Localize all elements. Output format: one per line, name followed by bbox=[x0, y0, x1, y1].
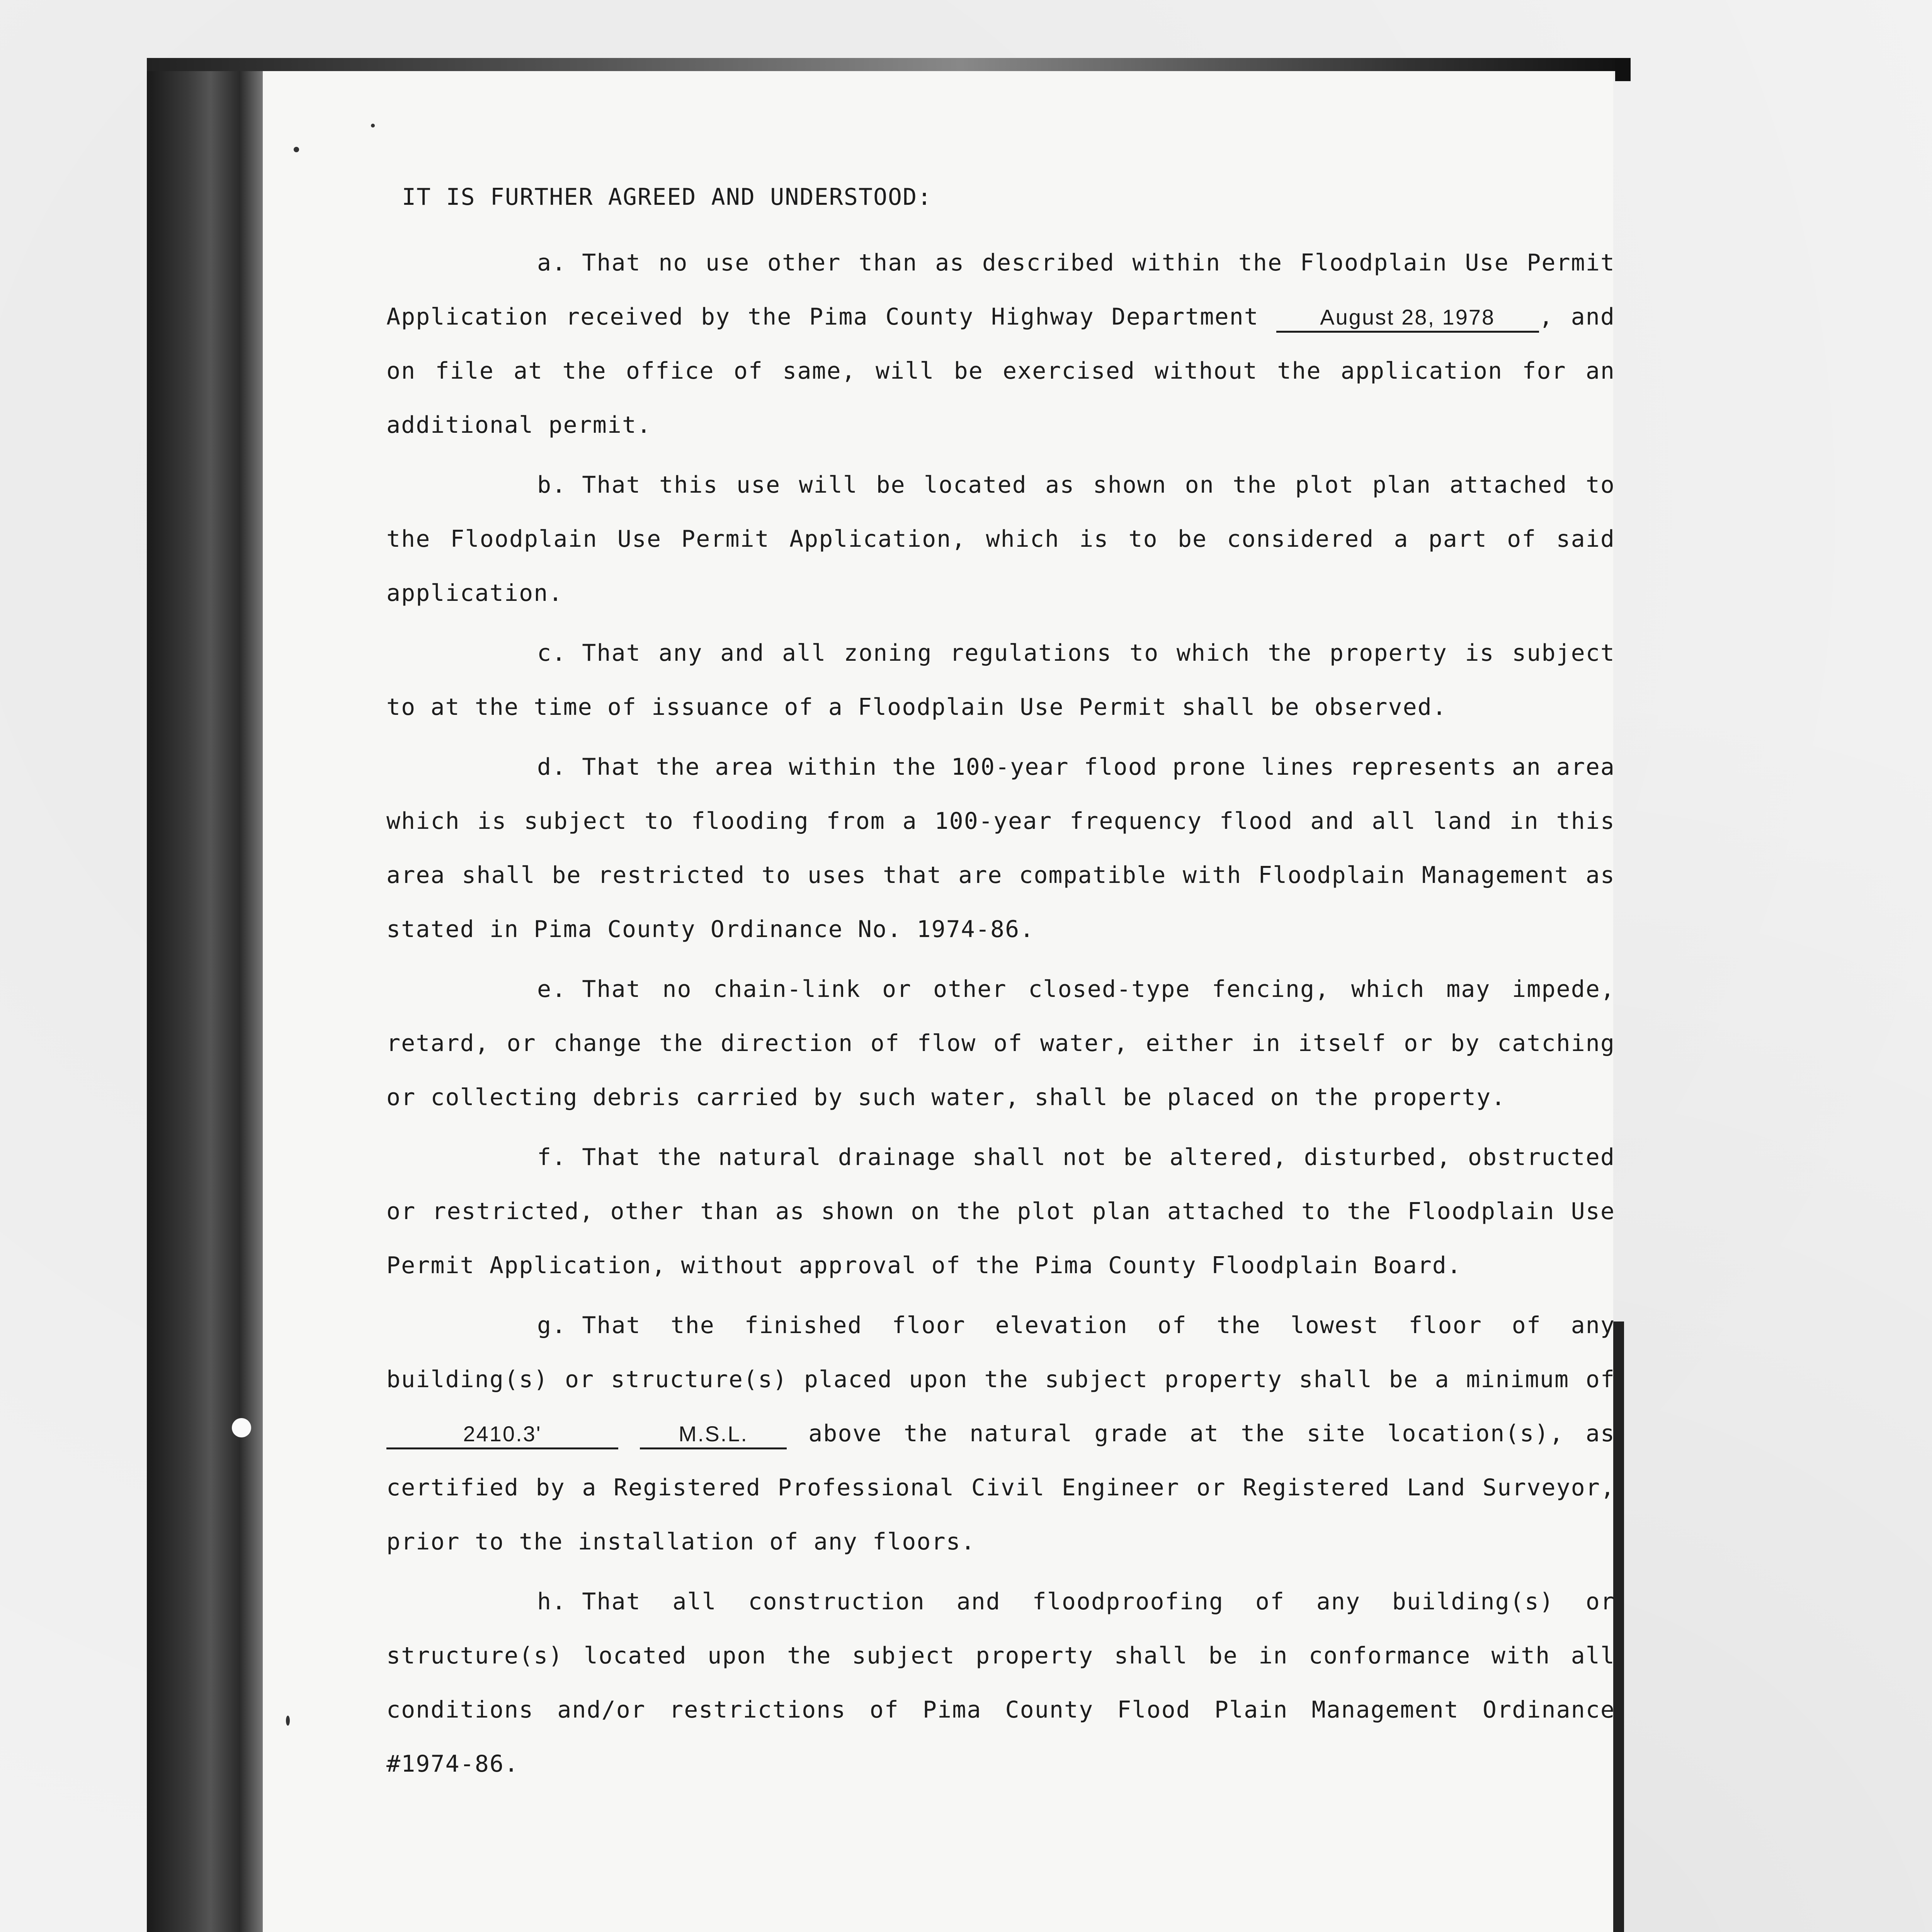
clause-f bbox=[386, 1130, 1615, 1293]
clause-text: That any and all zoning regulations to which the property is subject to at the time of issuance of a Floodplain Use Permit shall be observed. bbox=[386, 639, 1615, 721]
clause-letter: f. bbox=[537, 1144, 567, 1171]
clause-text: That the area within the 100-year flood prone lines represents an area which is subject to flooding from a 100-year frequency flood and all land in this area shall be restricted to uses that are compatible with Floodplain Management as stated in Pima County Ordinance No. 1974-86. bbox=[386, 753, 1615, 943]
clause-letter: b. bbox=[537, 471, 567, 498]
clause-b bbox=[386, 458, 1615, 620]
scan-speck bbox=[371, 124, 375, 128]
floor-elevation-field: 2410.3' bbox=[386, 1420, 618, 1449]
application-date-field: August 28, 1978 bbox=[1276, 304, 1539, 333]
clause-letter: g. bbox=[537, 1312, 567, 1339]
clause-letter: a. bbox=[537, 249, 567, 276]
clause-letter: e. bbox=[537, 976, 567, 1003]
clause-letter: d. bbox=[537, 753, 567, 781]
scan-speck bbox=[294, 147, 299, 152]
clause-text: That no chain-link or other closed-type fencing, which may impede, retard, or change the direction of flow of water, either in itself or by catching or collecting debris carried by such water, shall be placed on the property. bbox=[386, 976, 1615, 1111]
clause-text: above the natural grade at the site location(s), as certified by a Registered Professional Civil Engineer or Registered Land Surveyor, prior to the installation of any floors. bbox=[386, 1420, 1616, 1555]
clause-letter: c. bbox=[537, 639, 567, 667]
agreement-document bbox=[386, 170, 1615, 1797]
document-heading: IT IS FURTHER AGREED AND UNDERSTOOD: bbox=[402, 184, 932, 211]
scan-corner-mark bbox=[1615, 58, 1631, 81]
clause-text: That all construction and floodproofing of any building(s) or structure(s) located upon the subject property shall be in conformance with all conditions and/or restrictions of Pima County Flood Plain Management Ordinance #1974-86. bbox=[386, 1588, 1615, 1777]
clause-letter: h. bbox=[537, 1588, 567, 1615]
clause-c bbox=[386, 626, 1615, 734]
clause-d bbox=[386, 740, 1615, 956]
clause-g bbox=[386, 1298, 1615, 1569]
clause-text: , and on file at the office of same, will be exercised without the application for an additional permit. bbox=[386, 303, 1615, 439]
clause-text: That the finished floor elevation of the lowest floor of any building(s) or structure(s) placed upon the subject property shall be a minimum of bbox=[386, 1312, 1615, 1393]
clause-text: That this use will be located as shown on the plot plan attached to the Floodplain Use Permit Application, which is to be considered a part of said application. bbox=[386, 471, 1615, 607]
scan-binding-shadow bbox=[147, 58, 263, 1932]
clause-a bbox=[386, 236, 1615, 452]
scan-speck bbox=[286, 1716, 290, 1726]
elevation-unit-field: M.S.L. bbox=[640, 1420, 787, 1449]
scan-speck bbox=[232, 1418, 251, 1437]
clause-e bbox=[386, 962, 1615, 1124]
scan-top-edge bbox=[147, 58, 1627, 71]
clause-h bbox=[386, 1575, 1615, 1791]
clause-text: That the natural drainage shall not be altered, disturbed, obstructed or restricted, other than as shown on the plot plan attached to the Floodplain Use Permit Application, without approval of the Pima County Floodplain Board. bbox=[386, 1144, 1615, 1279]
clause-text: That no use other than as described within the Floodplain Use Permit Application received by the Pima County Highway Department bbox=[386, 249, 1615, 330]
